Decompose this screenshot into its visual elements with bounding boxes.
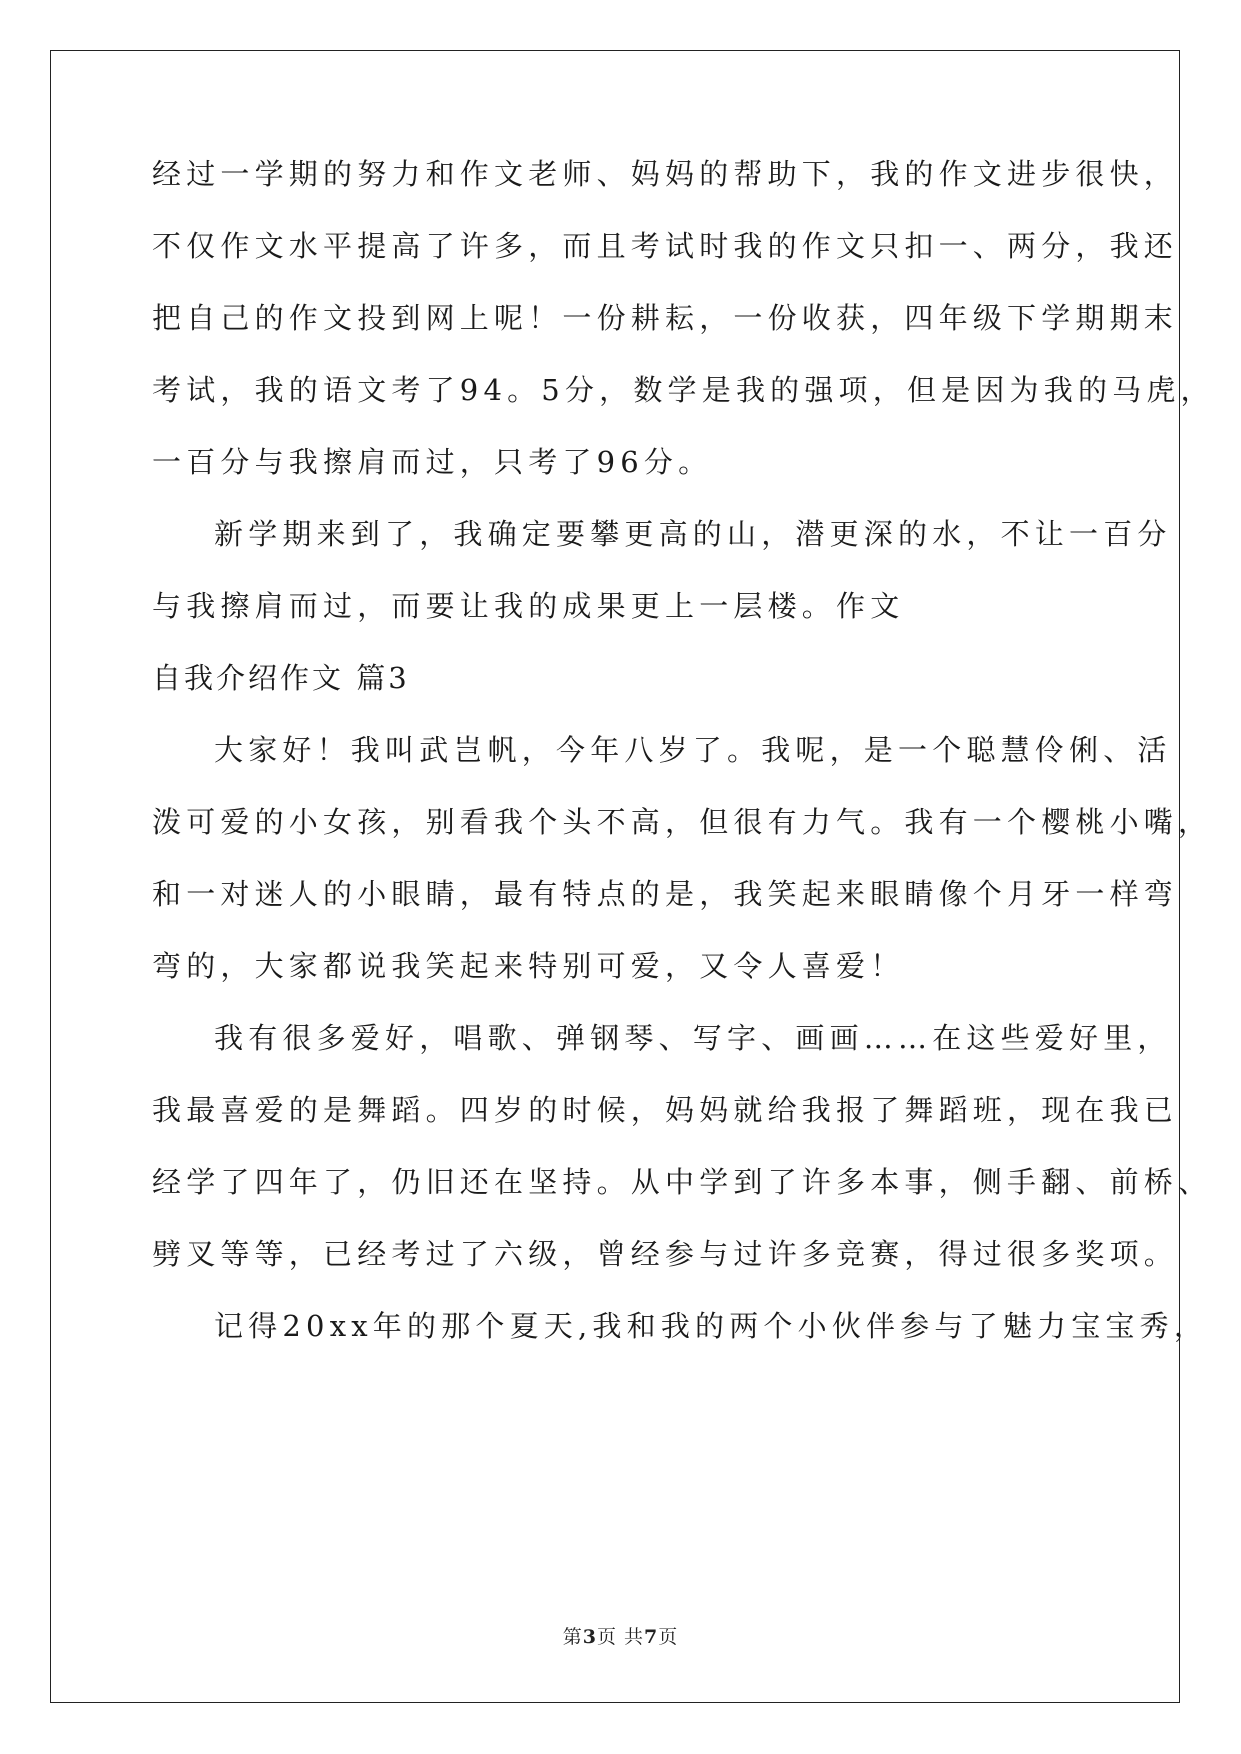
text-line: 经过一学期的努力和作文老师、妈妈的帮助下，我的作文进步很快， [152,157,1179,191]
text-line: 新学期来到了，我确定要攀更高的山，潜更深的水，不让一百分 [214,517,1172,551]
text-line: 泼可爱的小女孩，别看我个头不高，但很有力气。我有一个樱桃小嘴， [152,805,1213,839]
text-line: 经学了四年了，仍旧还在坚持。从中学到了许多本事，侧手翻、前桥、 [152,1165,1213,1199]
page-footer [0,1622,1241,1649]
text-line: 一百分与我擦肩而过，只考了96分。 [152,445,713,479]
text-line: 劈叉等等，已经考过了六级，曾经参与过许多竞赛，得过很多奖项。 [152,1237,1179,1271]
footer-suffix: 页 [658,1626,679,1648]
footer-mid: 页 共 [596,1626,645,1648]
text-line: 与我擦肩而过，而要让我的成果更上一层楼。作文 [152,589,905,623]
footer-total-pages: 7 [644,1626,659,1648]
text-line: 考试，我的语文考了94。5分，数学是我的强项，但是因为我的马虎， [152,373,1215,407]
text-line: 把自己的作文投到网上呢！一份耕耘，一份收获，四年级下学期期末 [152,301,1179,335]
text-line: 弯的，大家都说我笑起来特别可爱，又令人喜爱！ [152,949,905,983]
footer-prefix: 第 [562,1626,583,1648]
text-line: 不仅作文水平提高了许多，而且考试时我的作文只扣一、两分，我还 [152,229,1179,263]
footer-page-number: 3 [582,1626,597,1648]
text-line: 记得20xx年的那个夏天,我和我的两个小伙伴参与了魅力宝宝秀， [214,1309,1209,1343]
text-line: 我有很多爱好，唱歌、弹钢琴、写字、画画……在这些爱好里， [214,1021,1172,1055]
text-line: 我最喜爱的是舞蹈。四岁的时候，妈妈就给我报了舞蹈班，现在我已 [152,1093,1179,1127]
text-line: 和一对迷人的小眼睛，最有特点的是，我笑起来眼睛像个月牙一样弯 [152,877,1179,911]
section-heading: 自我介绍作文 篇3 [152,661,410,695]
text-line: 大家好！我叫武岂帆，今年八岁了。我呢，是一个聪慧伶俐、活 [214,733,1172,767]
